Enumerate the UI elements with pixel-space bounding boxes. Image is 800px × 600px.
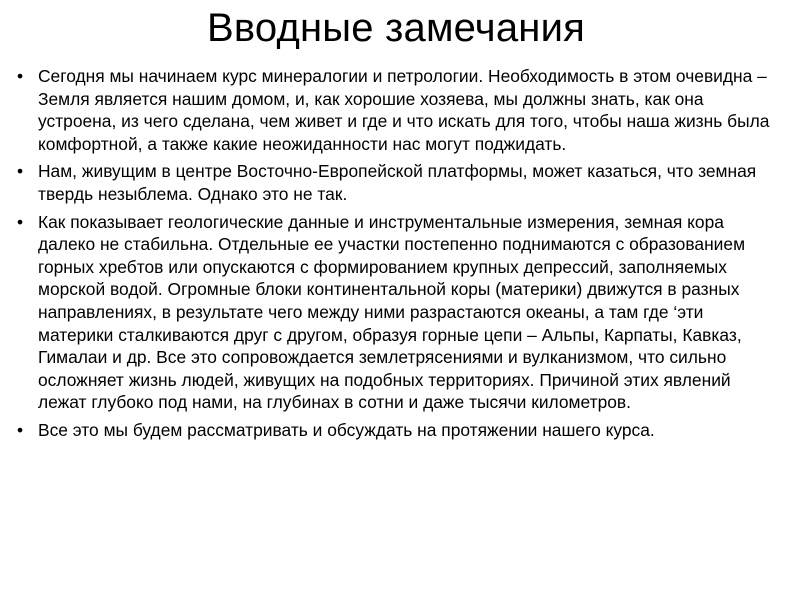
bullet-dot-icon: • bbox=[16, 419, 24, 440]
bullet-text: Нам, живущим в центре Восточно-Европейской платформы, может казаться, что земная твердь незыблема. Однако это не так. bbox=[38, 161, 757, 204]
bullet-text: Как показывает геологические данные и инструментальные измерения, земная кора далеко не стабильна. Отдельные ее участки постепенно поднимаются с образованием горных хребтов или опускаются с формированием крупных депрессий, заполняемых морской водой. Огромные блоки континентальной коры (материки) движутся в разных направлениях, в результате чего между ними разрастаются океаны, а там где ‘эти материки сталкиваются друг с другом, образуя горные цепи – Альпы, Карпаты, Кавказ, Гималаи и др. Все это сопровождается землетрясениями и вулканизмом, что сильно осложняет жизнь людей, живущих на подобных территориях. Причиной этих явлений лежат глубоко под нами, на глубинах в сотни и даже тысячи километров. bbox=[38, 211, 746, 413]
bullet-item bbox=[14, 419, 778, 442]
bullet-dot-icon: • bbox=[16, 66, 24, 86]
bullet-item bbox=[14, 160, 778, 205]
slide-title: Вводные замечания bbox=[207, 6, 585, 50]
bullet-item bbox=[14, 65, 778, 155]
bullet-list bbox=[14, 65, 778, 442]
bullet-text: Все это мы будем рассматривать и обсуждать на протяжении нашего курса. bbox=[38, 419, 655, 440]
bullet-dot-icon: • bbox=[16, 211, 24, 232]
bullet-item bbox=[14, 211, 778, 414]
bullet-text: Сегодня мы начинаем курс минералогии и петрологии. Необходимость в этом очевидна – Земля является нашим домом, и, как хорошие хозяева, мы должны знать, как она устроена, из чего сделана, чем живет и где и что искать для того, чтобы наша жизнь была комфортной, а также какие неожиданности нас могут поджидать. bbox=[38, 66, 770, 154]
bullet-dot-icon: • bbox=[16, 161, 24, 182]
